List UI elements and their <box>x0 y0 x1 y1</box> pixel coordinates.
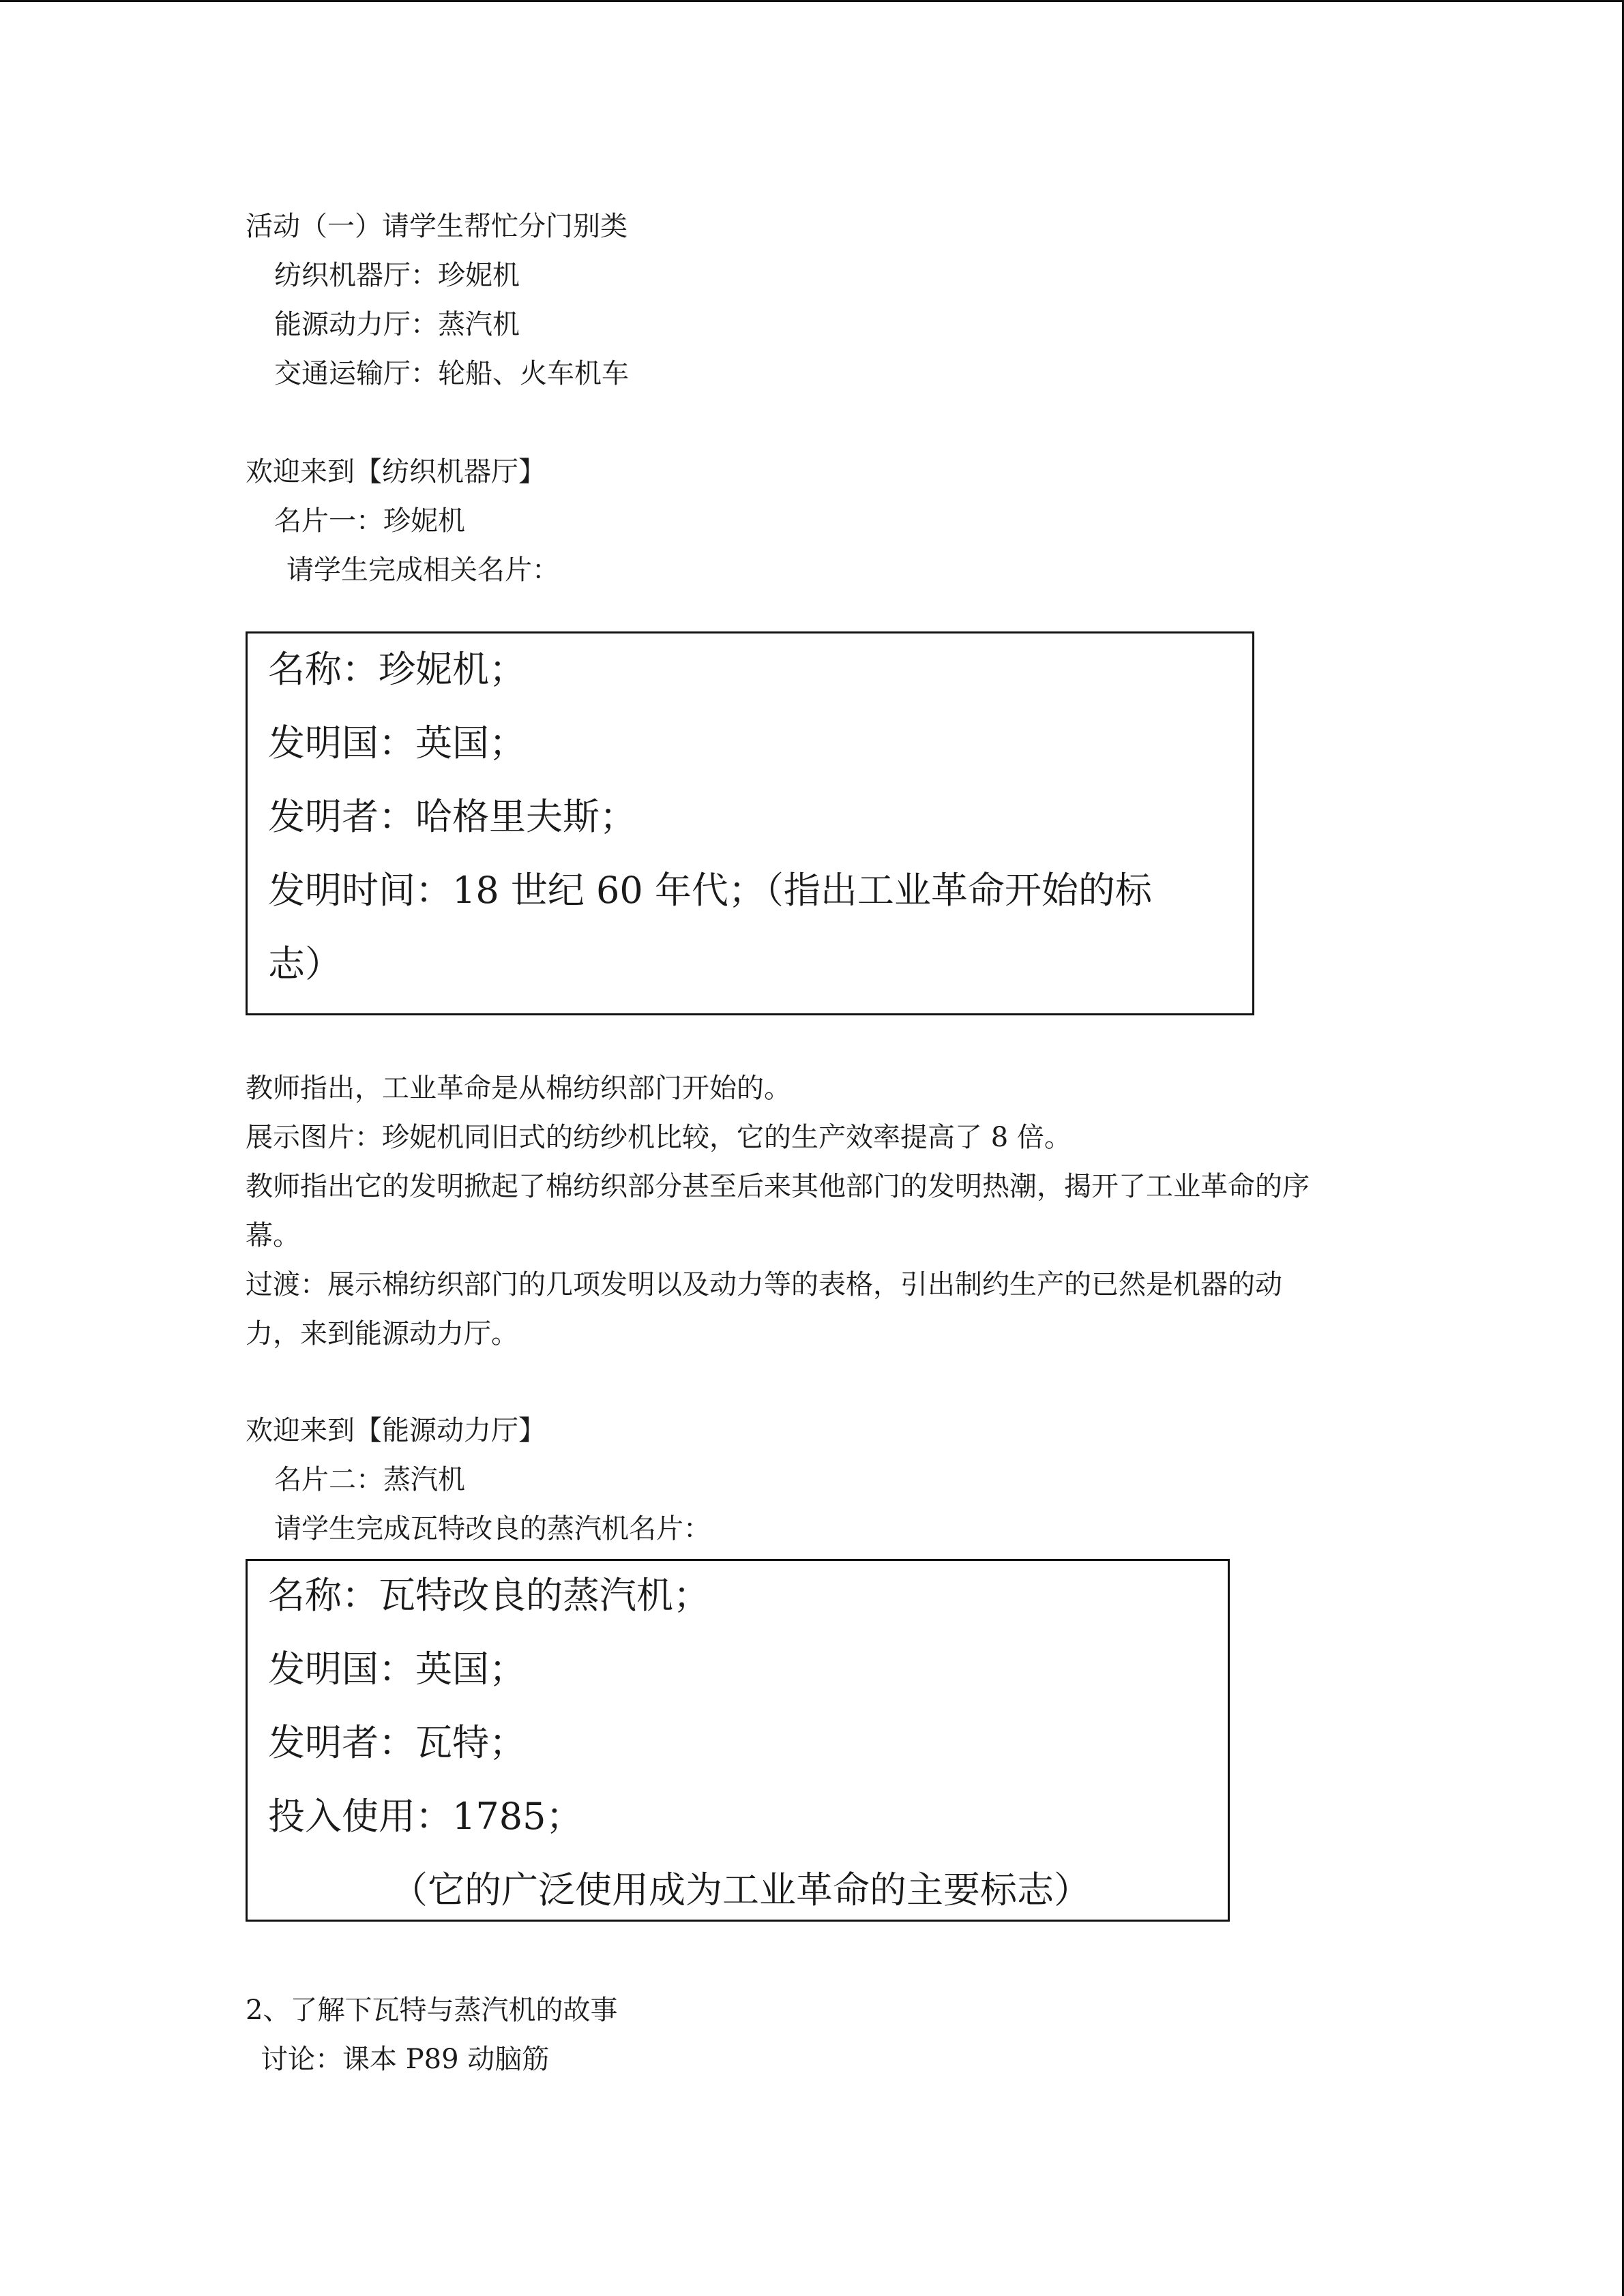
steam-card-inventor: 发明者：瓦特； <box>268 1721 526 1764</box>
jenny-card-country: 发明国：英国； <box>268 721 526 764</box>
steam-card-name: 名称：瓦特改良的蒸汽机； <box>268 1574 710 1617</box>
jenny-card-name: 名称：珍妮机； <box>268 648 526 691</box>
jenny-card <box>246 631 1254 1015</box>
steam-card-note: （它的广泛使用成为工业革命的主要标志） <box>391 1868 1091 1911</box>
note-4: 过渡：展示棉纺织部门的几项发明以及动力等的表格，引出制约生产的已然是机器的动 <box>246 1269 1282 1300</box>
section1-instruction: 请学生完成相关名片： <box>286 554 559 586</box>
section2-welcome: 欢迎来到【能源动力厅】 <box>246 1415 546 1446</box>
note-3-cont: 幕。 <box>246 1220 300 1251</box>
steam-engine-card <box>246 1559 1230 1922</box>
steam-card-country: 发明国：英国； <box>268 1648 526 1690</box>
note-4-cont: 力，来到能源动力厅。 <box>246 1318 518 1350</box>
note-2: 展示图片：珍妮机同旧式的纺纱机比较，它的生产效率提高了 8 倍。 <box>246 1122 1072 1153</box>
page-top-border <box>0 0 1624 2</box>
activity-item-transport: 交通运输厅：轮船、火车机车 <box>274 358 629 389</box>
section3-title: 2、了解下瓦特与蒸汽机的故事 <box>246 1995 618 2026</box>
section2-instruction: 请学生完成瓦特改良的蒸汽机名片： <box>274 1513 711 1545</box>
section1-card-title: 名片一：珍妮机 <box>274 505 465 537</box>
activity-item-textile: 纺织机器厅：珍妮机 <box>274 260 520 291</box>
steam-card-use: 投入使用：1785； <box>268 1795 583 1838</box>
note-3: 教师指出它的发明掀起了棉纺织部分甚至后来其他部门的发明热潮，揭开了工业革命的序 <box>246 1171 1310 1202</box>
activity-title: 活动（一）请学生帮忙分门别类 <box>246 211 628 242</box>
section2-card-title: 名片二：蒸汽机 <box>274 1464 465 1495</box>
activity-item-energy: 能源动力厅：蒸汽机 <box>274 309 520 340</box>
jenny-card-inventor: 发明者：哈格里夫斯； <box>268 795 636 838</box>
note-1: 教师指出，工业革命是从棉纺织部门开始的。 <box>246 1073 791 1104</box>
jenny-card-time: 发明时间：18 世纪 60 年代；（指出工业革命开始的标 <box>268 869 1152 912</box>
section3-discussion: 讨论：课本 P89 动脑筋 <box>261 2044 550 2075</box>
jenny-card-time-cont: 志） <box>268 942 342 985</box>
section1-welcome: 欢迎来到【纺织机器厅】 <box>246 456 546 488</box>
